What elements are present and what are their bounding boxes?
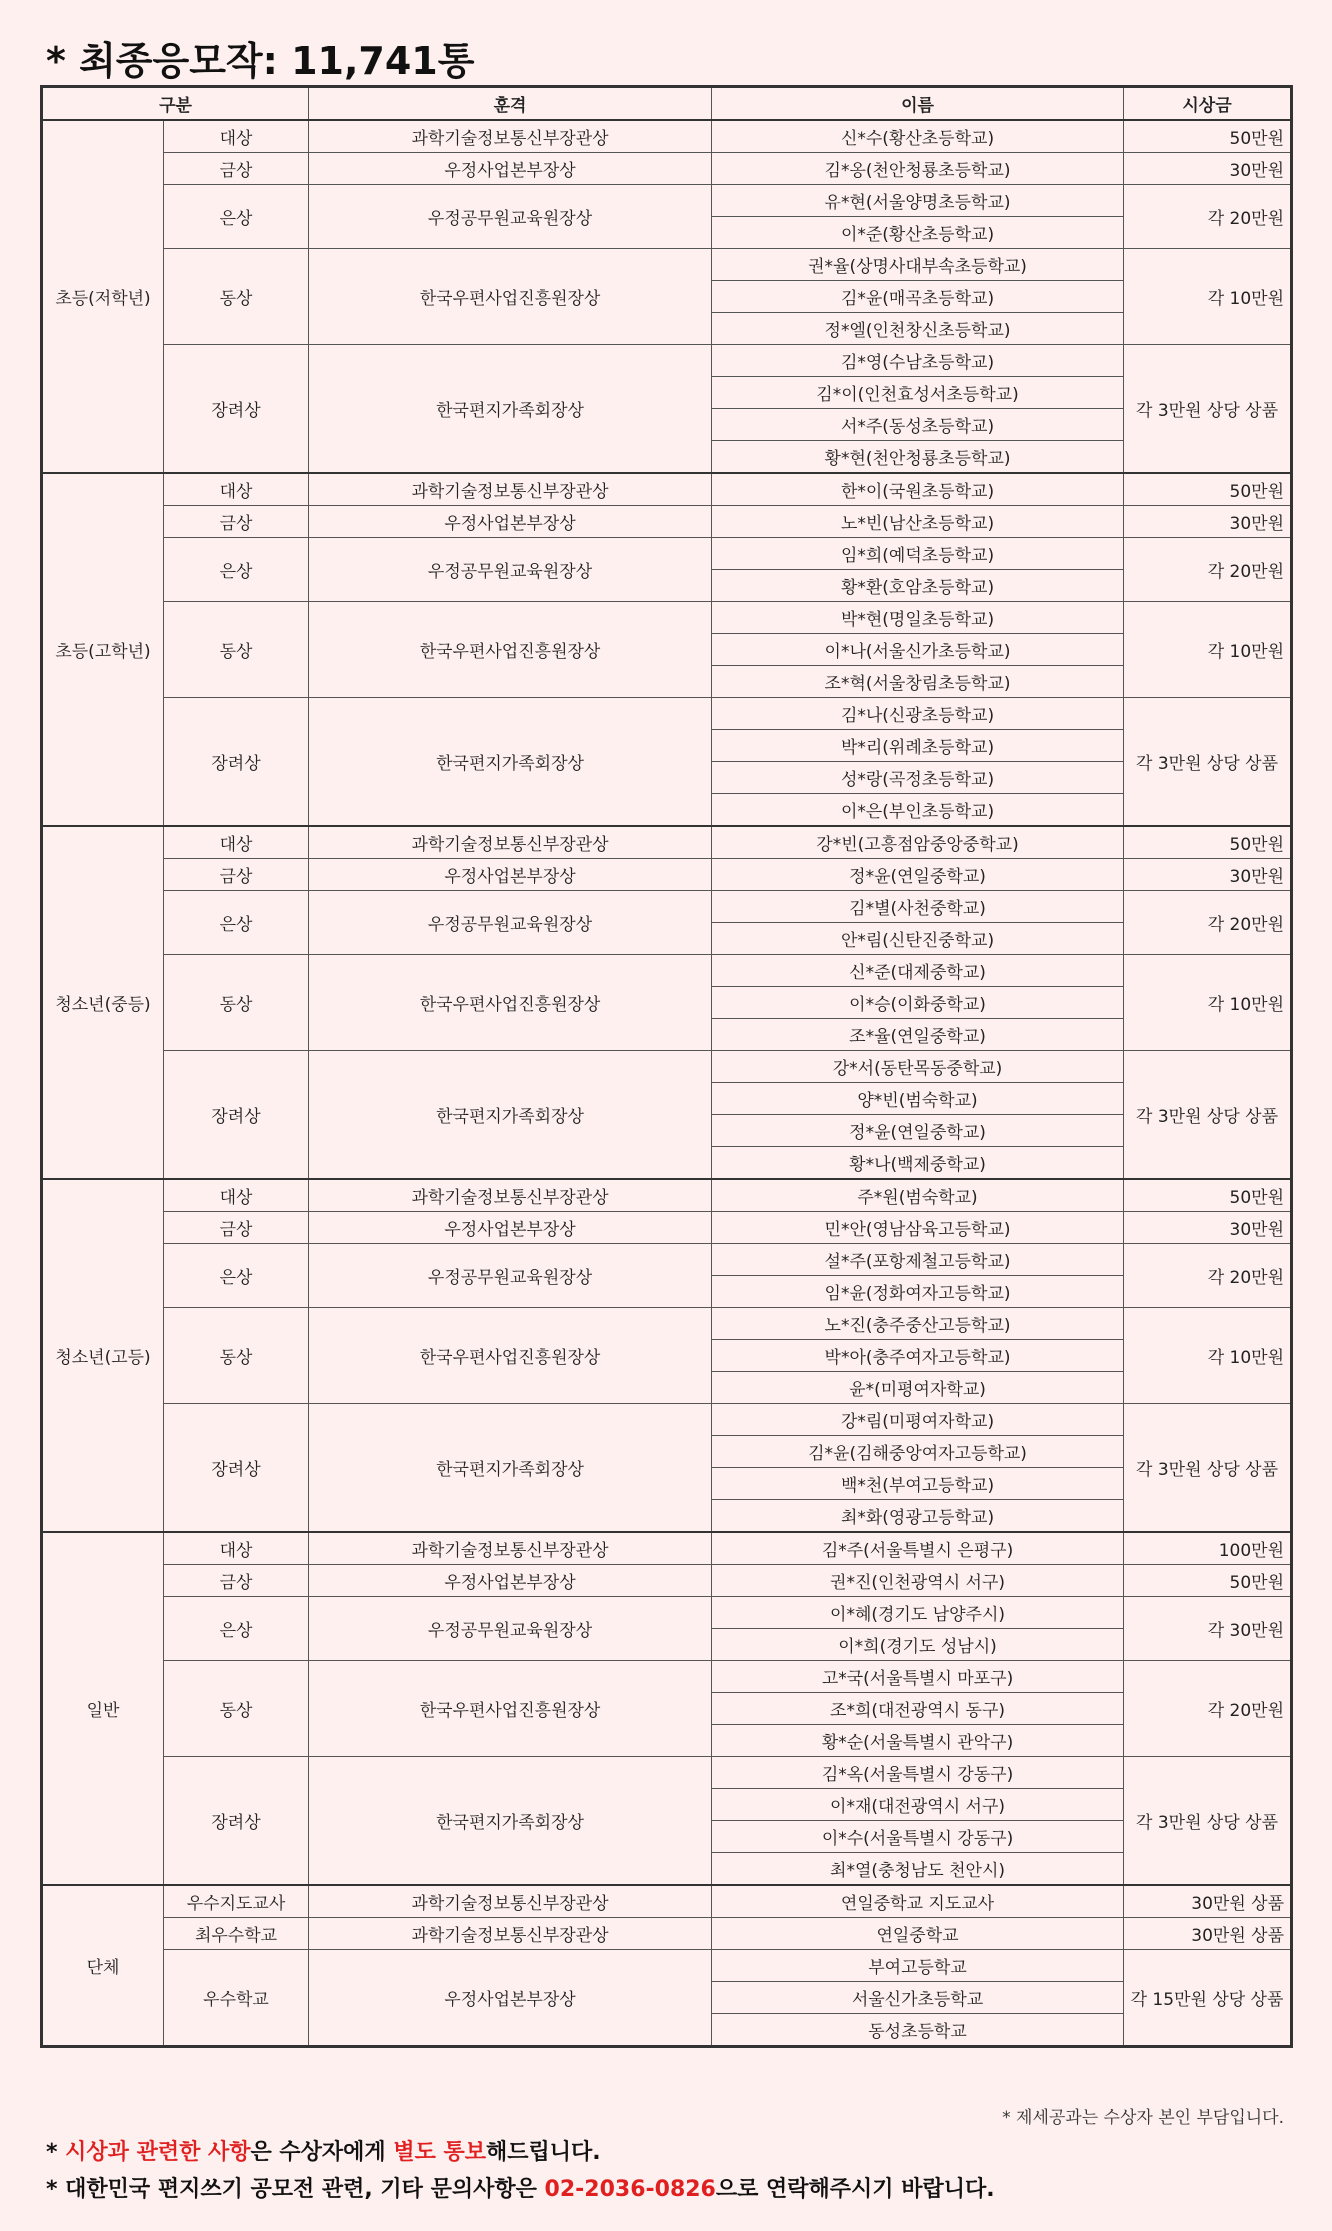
winner-name-cell: 서울신가초등학교 (712, 1982, 1124, 2014)
award-level-cell: 장려상 (164, 1757, 309, 1886)
award-level-cell: 금상 (164, 859, 309, 891)
honor-cell: 과학기술정보통신부장관상 (309, 473, 712, 506)
prize-cell: 50만원 (1124, 826, 1292, 859)
winner-name-cell: 노*진(충주중산고등학교) (712, 1308, 1124, 1340)
table-row (42, 249, 1292, 281)
winner-name-cell: 신*준(대제중학교) (712, 955, 1124, 987)
prize-cell: 각 3만원 상당 상품 (1124, 345, 1292, 474)
notice-1-prefix: * (46, 2140, 66, 2165)
awards-table (40, 85, 1293, 2048)
winner-name-cell: 이*수(서울특별시 강동구) (712, 1821, 1124, 1853)
prize-cell: 각 20만원 (1124, 185, 1292, 249)
table-row (42, 1212, 1292, 1244)
award-level-cell: 대상 (164, 473, 309, 506)
award-level-cell: 우수학교 (164, 1950, 309, 2047)
table-row (42, 120, 1292, 153)
winner-name-cell: 고*국(서울특별시 마포구) (712, 1661, 1124, 1693)
honor-cell: 우정사업본부장상 (309, 506, 712, 538)
prize-cell: 각 20만원 (1124, 1661, 1292, 1757)
award-level-cell: 금상 (164, 1565, 309, 1597)
winner-name-cell: 민*안(영남삼육고등학교) (712, 1212, 1124, 1244)
table-row (42, 473, 1292, 506)
header-honor: 훈격 (309, 87, 712, 121)
winner-name-cell: 이*준(황산초등학교) (712, 217, 1124, 249)
honor-cell: 한국편지가족회장상 (309, 698, 712, 827)
category-cell: 초등(저학년) (42, 120, 164, 473)
table-row (42, 1051, 1292, 1083)
prize-cell: 50만원 (1124, 1179, 1292, 1212)
award-level-cell: 은상 (164, 1597, 309, 1661)
honor-cell: 한국편지가족회장상 (309, 1051, 712, 1180)
winner-name-cell: 설*주(포항제철고등학교) (712, 1244, 1124, 1276)
winner-name-cell: 김*주(서울특별시 은평구) (712, 1532, 1124, 1565)
award-level-cell: 장려상 (164, 1404, 309, 1533)
winner-name-cell: 연일중학교 (712, 1918, 1124, 1950)
winner-name-cell: 김*옹(천안청룡초등학교) (712, 153, 1124, 185)
winner-name-cell: 정*윤(연일중학교) (712, 859, 1124, 891)
notice-1-middle: 은 수상자에게 (250, 2140, 394, 2165)
honor-cell: 과학기술정보통신부장관상 (309, 1179, 712, 1212)
notice-2-prefix: * 대한민국 편지쓰기 공모전 관련, 기타 문의사항은 (46, 2177, 545, 2202)
prize-cell: 각 3만원 상당 상품 (1124, 1051, 1292, 1180)
award-level-cell: 동상 (164, 249, 309, 345)
winner-name-cell: 임*희(예덕초등학교) (712, 538, 1124, 570)
winner-name-cell: 강*빈(고흥점암중앙중학교) (712, 826, 1124, 859)
prize-cell: 30만원 상품 (1124, 1885, 1292, 1918)
award-level-cell: 대상 (164, 1179, 309, 1212)
award-level-cell: 동상 (164, 1308, 309, 1404)
prize-cell: 각 3만원 상당 상품 (1124, 1757, 1292, 1886)
category-cell: 일반 (42, 1532, 164, 1885)
prize-cell: 각 10만원 (1124, 602, 1292, 698)
winner-name-cell: 서*주(동성초등학교) (712, 409, 1124, 441)
honor-cell: 우정공무원교육원장상 (309, 891, 712, 955)
prize-cell: 각 10만원 (1124, 955, 1292, 1051)
table-row (42, 345, 1292, 377)
prize-cell: 30만원 (1124, 1212, 1292, 1244)
table-row (42, 1244, 1292, 1276)
winner-name-cell: 강*서(동탄목동중학교) (712, 1051, 1124, 1083)
award-level-cell: 은상 (164, 1244, 309, 1308)
winner-name-cell: 연일중학교 지도교사 (712, 1885, 1124, 1918)
notice-1-highlight-2: 별도 통보 (393, 2140, 487, 2165)
honor-cell: 한국편지가족회장상 (309, 345, 712, 474)
tax-note: * 제세공과는 수상자 본인 부담입니다. (1002, 2108, 1284, 2128)
honor-cell: 한국편지가족회장상 (309, 1404, 712, 1533)
award-level-cell: 장려상 (164, 698, 309, 827)
table-row (42, 698, 1292, 730)
prize-cell: 30만원 (1124, 153, 1292, 185)
header-name: 이름 (712, 87, 1124, 121)
honor-cell: 과학기술정보통신부장관상 (309, 1918, 712, 1950)
winner-name-cell: 성*랑(곡정초등학교) (712, 762, 1124, 794)
winner-name-cell: 양*빈(범숙학교) (712, 1083, 1124, 1115)
table-row (42, 538, 1292, 570)
winner-name-cell: 김*나(신광초등학교) (712, 698, 1124, 730)
winner-name-cell: 강*림(미평여자학교) (712, 1404, 1124, 1436)
table-row (42, 1950, 1292, 1982)
winner-name-cell: 신*수(황산초등학교) (712, 120, 1124, 153)
honor-cell: 우정사업본부장상 (309, 1565, 712, 1597)
table-row (42, 1308, 1292, 1340)
award-level-cell: 금상 (164, 153, 309, 185)
notice-2-suffix: 으로 연락해주시기 바랍니다. (715, 2177, 995, 2202)
winner-name-cell: 권*율(상명사대부속초등학교) (712, 249, 1124, 281)
prize-cell: 30만원 상품 (1124, 1918, 1292, 1950)
contact-phone: 02-2036-0826 (544, 2177, 716, 2202)
header-category: 구분 (42, 87, 309, 121)
prize-cell: 각 3만원 상당 상품 (1124, 1404, 1292, 1533)
winner-name-cell: 이*승(이화중학교) (712, 987, 1124, 1019)
winner-name-cell: 김*영(수남초등학교) (712, 345, 1124, 377)
table-row (42, 1597, 1292, 1629)
award-level-cell: 동상 (164, 602, 309, 698)
prize-cell: 50만원 (1124, 473, 1292, 506)
winner-name-cell: 황*환(호암초등학교) (712, 570, 1124, 602)
winner-name-cell: 한*이(국원초등학교) (712, 473, 1124, 506)
honor-cell: 과학기술정보통신부장관상 (309, 1532, 712, 1565)
table-row (42, 1885, 1292, 1918)
table-row (42, 1757, 1292, 1789)
table-row (42, 891, 1292, 923)
honor-cell: 과학기술정보통신부장관상 (309, 120, 712, 153)
honor-cell: 우정공무원교육원장상 (309, 1244, 712, 1308)
winner-name-cell: 이*나(서울신가초등학교) (712, 634, 1124, 666)
prize-cell: 30만원 (1124, 859, 1292, 891)
honor-cell: 우정공무원교육원장상 (309, 538, 712, 602)
winner-name-cell: 김*옥(서울특별시 강동구) (712, 1757, 1124, 1789)
table-row (42, 506, 1292, 538)
table-row (42, 602, 1292, 634)
award-level-cell: 최우수학교 (164, 1918, 309, 1950)
winner-name-cell: 조*율(연일중학교) (712, 1019, 1124, 1051)
winner-name-cell: 박*아(충주여자고등학교) (712, 1340, 1124, 1372)
winner-name-cell: 김*이(인천효성서초등학교) (712, 377, 1124, 409)
honor-cell: 우정사업본부장상 (309, 1212, 712, 1244)
winner-name-cell: 주*원(범숙학교) (712, 1179, 1124, 1212)
winner-name-cell: 박*현(명일초등학교) (712, 602, 1124, 634)
prize-cell: 30만원 (1124, 506, 1292, 538)
winner-name-cell: 최*화(영광고등학교) (712, 1500, 1124, 1533)
category-cell: 초등(고학년) (42, 473, 164, 826)
winner-name-cell: 이*은(부인초등학교) (712, 794, 1124, 827)
honor-cell: 한국우편사업진흥원장상 (309, 955, 712, 1051)
honor-cell: 우정사업본부장상 (309, 153, 712, 185)
winner-name-cell: 윤*(미평여자학교) (712, 1372, 1124, 1404)
winner-name-cell: 박*리(위례초등학교) (712, 730, 1124, 762)
prize-cell: 각 20만원 (1124, 538, 1292, 602)
table-row (42, 185, 1292, 217)
award-level-cell: 금상 (164, 1212, 309, 1244)
category-cell: 청소년(중등) (42, 826, 164, 1179)
winner-name-cell: 유*현(서울양명초등학교) (712, 185, 1124, 217)
award-level-cell: 동상 (164, 955, 309, 1051)
award-level-cell: 은상 (164, 538, 309, 602)
prize-cell: 각 20만원 (1124, 1244, 1292, 1308)
winner-name-cell: 김*윤(매곡초등학교) (712, 281, 1124, 313)
award-level-cell: 은상 (164, 891, 309, 955)
honor-cell: 한국우편사업진흥원장상 (309, 1661, 712, 1757)
honor-cell: 우정사업본부장상 (309, 1950, 712, 2047)
table-row (42, 1918, 1292, 1950)
notice-line-1 (46, 2135, 601, 2166)
winner-name-cell: 이*혜(경기도 남양주시) (712, 1597, 1124, 1629)
award-level-cell: 대상 (164, 120, 309, 153)
winner-name-cell: 최*열(충청남도 천안시) (712, 1853, 1124, 1886)
table-row (42, 1532, 1292, 1565)
prize-cell: 50만원 (1124, 1565, 1292, 1597)
table-row (42, 826, 1292, 859)
winner-name-cell: 정*윤(연일중학교) (712, 1115, 1124, 1147)
winner-name-cell: 노*빈(남산초등학교) (712, 506, 1124, 538)
honor-cell: 한국우편사업진흥원장상 (309, 249, 712, 345)
winner-name-cell: 황*나(백제중학교) (712, 1147, 1124, 1180)
prize-cell: 50만원 (1124, 120, 1292, 153)
table-row (42, 1404, 1292, 1436)
honor-cell: 한국우편사업진흥원장상 (309, 602, 712, 698)
winner-name-cell: 이*재(대전광역시 서구) (712, 1789, 1124, 1821)
prize-cell: 각 15만원 상당 상품 (1124, 1950, 1292, 2047)
winner-name-cell: 김*별(사천중학교) (712, 891, 1124, 923)
award-level-cell: 대상 (164, 826, 309, 859)
honor-cell: 한국우편사업진흥원장상 (309, 1308, 712, 1404)
page-title: * 최종응모작: 11,741통 (46, 39, 475, 83)
honor-cell: 한국편지가족회장상 (309, 1757, 712, 1886)
award-level-cell: 우수지도교사 (164, 1885, 309, 1918)
winner-name-cell: 김*윤(김해중앙여자고등학교) (712, 1436, 1124, 1468)
notice-line-2 (46, 2172, 995, 2203)
winner-name-cell: 동성초등학교 (712, 2014, 1124, 2047)
winner-name-cell: 권*진(인천광역시 서구) (712, 1565, 1124, 1597)
table-row (42, 153, 1292, 185)
honor-cell: 우정공무원교육원장상 (309, 185, 712, 249)
winner-name-cell: 부여고등학교 (712, 1950, 1124, 1982)
award-level-cell: 대상 (164, 1532, 309, 1565)
prize-cell: 각 30만원 (1124, 1597, 1292, 1661)
winner-name-cell: 황*현(천안청룡초등학교) (712, 441, 1124, 474)
winner-name-cell: 이*희(경기도 성남시) (712, 1629, 1124, 1661)
category-cell: 청소년(고등) (42, 1179, 164, 1532)
prize-cell: 각 10만원 (1124, 249, 1292, 345)
table-row (42, 1661, 1292, 1693)
prize-cell: 각 10만원 (1124, 1308, 1292, 1404)
table-row (42, 1565, 1292, 1597)
notice-1-highlight-1: 시상과 관련한 사항 (65, 2140, 251, 2165)
winner-name-cell: 정*엘(인천창신초등학교) (712, 313, 1124, 345)
table-row (42, 955, 1292, 987)
header-prize: 시상금 (1124, 87, 1292, 121)
award-level-cell: 장려상 (164, 345, 309, 474)
table-header-row (42, 87, 1292, 121)
award-level-cell: 금상 (164, 506, 309, 538)
award-level-cell: 은상 (164, 185, 309, 249)
award-level-cell: 동상 (164, 1661, 309, 1757)
winner-name-cell: 황*순(서울특별시 관악구) (712, 1725, 1124, 1757)
prize-cell: 각 20만원 (1124, 891, 1292, 955)
winner-name-cell: 임*윤(정화여자고등학교) (712, 1276, 1124, 1308)
winner-name-cell: 조*혁(서울창림초등학교) (712, 666, 1124, 698)
table-row (42, 859, 1292, 891)
notice-1-suffix: 해드립니다. (486, 2140, 601, 2165)
prize-cell: 각 3만원 상당 상품 (1124, 698, 1292, 827)
winner-name-cell: 안*림(신탄진중학교) (712, 923, 1124, 955)
category-cell: 단체 (42, 1885, 164, 2047)
honor-cell: 우정공무원교육원장상 (309, 1597, 712, 1661)
honor-cell: 과학기술정보통신부장관상 (309, 1885, 712, 1918)
winner-name-cell: 백*천(부여고등학교) (712, 1468, 1124, 1500)
prize-cell: 100만원 (1124, 1532, 1292, 1565)
table-row (42, 1179, 1292, 1212)
honor-cell: 과학기술정보통신부장관상 (309, 826, 712, 859)
honor-cell: 우정사업본부장상 (309, 859, 712, 891)
award-level-cell: 장려상 (164, 1051, 309, 1180)
awards-table-body (42, 120, 1292, 2047)
winner-name-cell: 조*희(대전광역시 동구) (712, 1693, 1124, 1725)
